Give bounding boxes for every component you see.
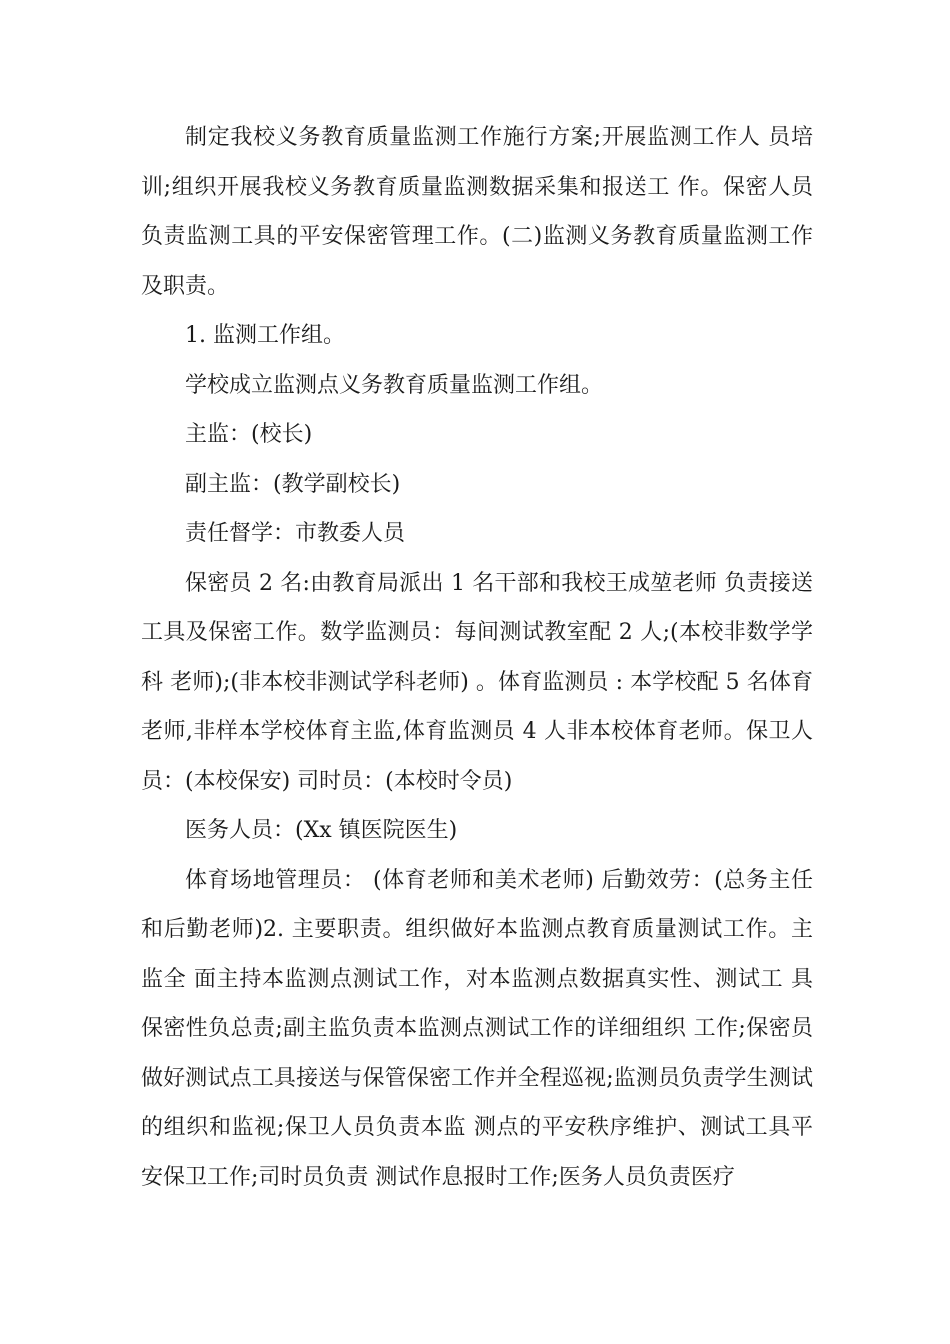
paragraph-duties: 体育场地管理员： (体育老师和美术老师) 后勤效劳：(总务主任和后勤老师)2. 主要职责。组织做好本监测点教育质量测试工作。主监全 面主持本监测点测试工作，对本监测点数据真实性、测试工 具保密性负总责;副主监负责本监测点测试工作的详细组织 工作;保密员做好测试点工具接送与保管保密工作并全程巡视;监测员负责学生测试的组织和监视;保卫人员负责本监 测点的平安秩序维护、测试工具平安保卫工作;司时员负责 测试作息报时工作;医务人员负责医疗 [141, 867, 813, 1190]
paragraph-inspector: 责任督学：市教委人员 [185, 521, 406, 546]
paragraph-section-1-heading: 1. 监测工作组。 [185, 323, 345, 348]
paragraph-monitoring-plan: 制定我校义务教育质量监测工作施行方案;开展监测工作人 员培训;组织开展我校义务教育质量监测数据采集和报送工 作。保密人员负责监测工具的平安保密管理工作。(二)监测义务教育质量监测工作及职责。 [141, 125, 813, 299]
paragraph-deputy-supervisor: 副主监：(教学副校长) [185, 471, 401, 497]
paragraph-medical-staff: 医务人员：(Xx 镇医院医生) [185, 818, 458, 843]
paragraph-chief-supervisor: 主监：(校长) [185, 422, 313, 447]
document-body [141, 113, 813, 1202]
paragraph-staff-roles: 保密员 2 名:由教育局派出 1 名干部和我校王成堃老师 负责接送工具及保密工作。数学监测员：每间测试教室配 2 人;(本校非数学学科 老师);(非本校非测试学科老师) 。体育监测员 : 本学校配 5 名体育老师,非样本学校体育主监,体育监测员 4 人非本校体育老师。保卫人员：(本校保安) 司时员：(本校时令员) [141, 570, 813, 794]
paragraph-working-group: 学校成立监测点义务教育质量监测工作组。 [185, 372, 604, 398]
